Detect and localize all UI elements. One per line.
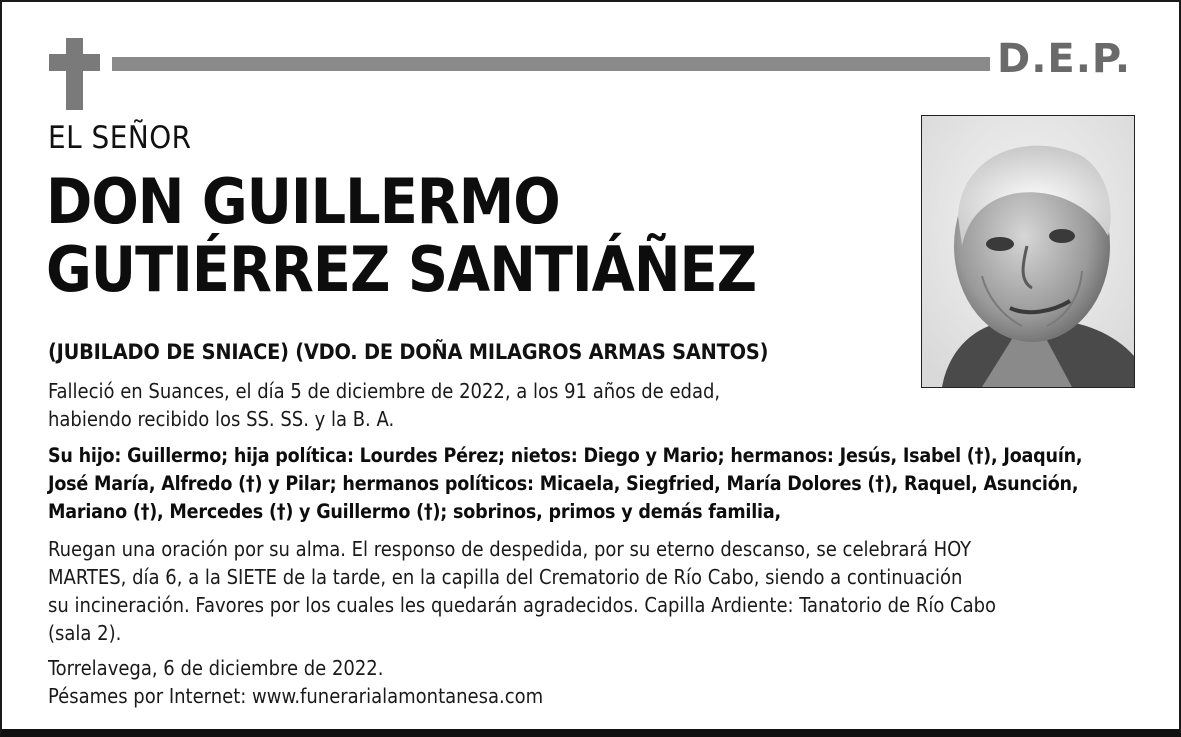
name-line: GUTIÉRREZ SANTIÁÑEZ [46, 233, 757, 306]
death-line: Falleció en Suances, el día 5 de diciembre de 2022, a los 91 años de edad, [48, 379, 721, 403]
service-line: su incineración. Favores por los cuales les quedarán agradecidos. Capilla Ardiente: Tanatorio de Río Cabo [48, 593, 997, 617]
family-paragraph [48, 442, 1082, 526]
service-line: Ruegan una oración por su alma. El responso de despedida, por su eterno descanso, se celebrará HOY [48, 537, 972, 561]
death-line: habiendo recibido los SS. SS. y la B. A. [48, 407, 395, 431]
name-line: DON GUILLERMO [46, 165, 560, 238]
occupation-subtitle: (JUBILADO DE SNIACE) (VDO. DE DOÑA MILAGROS ARMAS SANTOS) [48, 340, 769, 365]
condolences-line: Pésames por Internet: www.funerarialamontanesa.com [48, 684, 544, 708]
deceased-name [46, 165, 757, 306]
footer-paragraph [48, 654, 543, 710]
portrait-image [922, 116, 1134, 387]
death-paragraph [48, 377, 720, 433]
family-line: Su hijo: Guillermo; hija política: Lourdes Pérez; nietos: Diego y Mario; hermanos: Jesús, Isabel (†), Joaquín, [48, 444, 1083, 467]
service-line: (sala 2). [48, 621, 122, 645]
portrait-photo [921, 115, 1135, 388]
dep-label: D.E.P. [997, 36, 1132, 82]
cross-icon-bar [49, 54, 100, 71]
cross-icon [66, 38, 83, 110]
title-label: EL SEÑOR [48, 120, 192, 156]
header-rule [112, 57, 990, 71]
family-line: José María, Alfredo (†) y Pilar; hermanos políticos: Micaela, Siegfried, María Dolores (†), Raquel, Asunción, [48, 472, 1079, 495]
place-date-line: Torrelavega, 6 de diciembre de 2022. [48, 656, 384, 680]
service-paragraph [48, 535, 996, 647]
service-line: MARTES, día 6, a la SIETE de la tarde, en la capilla del Crematorio de Río Cabo, siendo a continuación [48, 565, 963, 589]
family-line: Mariano (†), Mercedes (†) y Guillermo (†); sobrinos, primos y demás familia, [48, 500, 781, 523]
